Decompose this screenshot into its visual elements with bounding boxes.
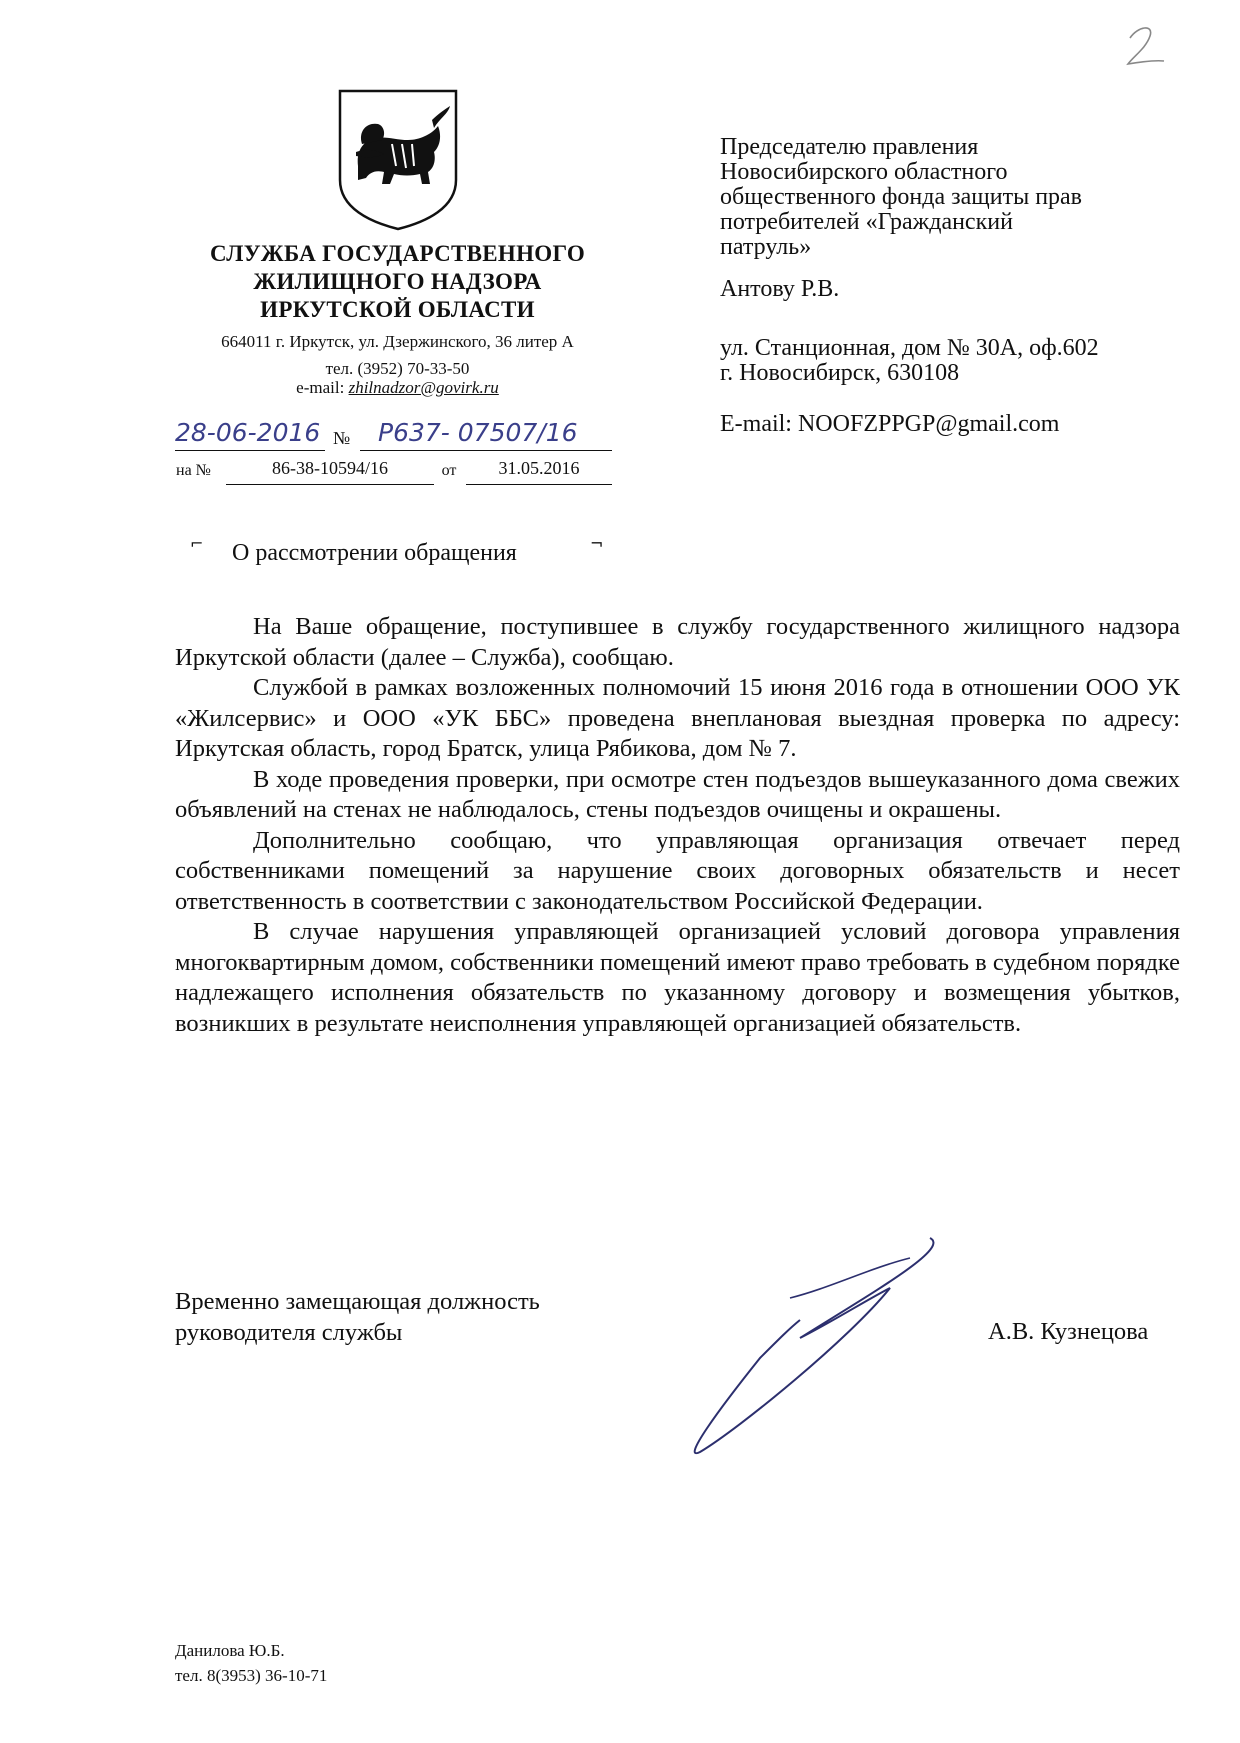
sender-name-line: ИРКУТСКОЙ ОБЛАСТИ: [260, 297, 535, 322]
recipient-name: Антову Р.В.: [720, 276, 840, 302]
sender-email-row: [170, 378, 625, 398]
recipient-position: [720, 135, 1190, 260]
coat-of-arms-icon: [336, 88, 460, 232]
outgoing-number-label: №: [333, 428, 351, 448]
body-paragraph: Дополнительно сообщаю, что управляющая организация отвечает перед собственниками помещений за нарушение своих договорных обязательств и несет ответственность в соответствии с законодательством Российской Федерации.: [175, 826, 1180, 915]
executor-info: [175, 1638, 327, 1688]
signatory-title-line: Временно замещающая должность: [175, 1288, 540, 1315]
signatory-name: А.В. Кузнецова: [988, 1318, 1149, 1345]
sender-name-line: ЖИЛИЩНОГО НАДЗОРА: [253, 269, 542, 294]
letter-body: [175, 612, 1180, 1039]
sender-name-line: СЛУЖБА ГОСУДАРСТВЕННОГО: [209, 241, 586, 266]
recipient-address-line: ул. Станционная, дом № 30А, оф.602: [720, 335, 1099, 361]
reference-number-label: на №: [176, 462, 211, 479]
body-paragraph: Службой в рамках возложенных полномочий 15 июня 2016 года в отношении ООО УК «Жилсервис» и ООО «УК ББС» проведена внеплановая выездная проверка по адресу: Иркутская область, город Братск, улица Рябикова, дом № 7.: [175, 674, 1180, 762]
subject-bracket-left: ⌐: [190, 534, 204, 553]
sender-phone: тел. (3952) 70-33-50: [325, 359, 470, 378]
outgoing-number-handwritten: Р637- 07507/16: [378, 418, 578, 447]
sender-organization-name: [170, 240, 625, 324]
body-paragraph: В ходе проведения проверки, при осмотре стен подъездов вышеуказанного дома свежих объявлений на стенах не наблюдалось, стены подъездов очищены и окрашены.: [175, 765, 1180, 823]
executor-name: Данилова Ю.Б.: [175, 1641, 285, 1660]
body-paragraph: На Ваше обращение, поступившее в службу государственного жилищного надзора Иркутской области (далее – Служба), сообщаю.: [175, 613, 1180, 671]
body-paragraph: В случае нарушения управляющей организацией условий договора управления многоквартирным домом, собственники помещений имеют право требовать в судебном порядке надлежащего исполнения обязательств по указанному договору и возмещения убытков, возникших в результате неисполнения управляющей организацией обязательств.: [175, 918, 1180, 1037]
recipient-address-line: г. Новосибирск, 630108: [720, 360, 960, 386]
executor-phone: тел. 8(3953) 36-10-71: [175, 1666, 328, 1685]
reference-number: 86-38-10594/16: [226, 458, 434, 485]
handwritten-signature: [680, 1228, 960, 1458]
recipient-position-line: общественного фонда защиты прав: [720, 184, 1083, 210]
sender-email-link[interactable]: zhilnadzor@govirk.ru: [348, 378, 499, 397]
recipient-address: [720, 336, 1099, 386]
outgoing-date-field: [175, 418, 325, 451]
outgoing-date-handwritten: 28-06-2016: [175, 418, 321, 447]
outgoing-number-field: [360, 418, 612, 451]
subject-bracket-right: ¬: [590, 534, 604, 553]
reference-from-label: от: [441, 462, 457, 479]
recipient-position-line: потребителей «Гражданский: [720, 209, 1013, 235]
recipient-position-line: Председателю правления: [720, 134, 979, 160]
signatory-title: [175, 1286, 540, 1348]
letter-subject: О рассмотрении обращения: [232, 540, 517, 566]
recipient-position-line: патруль»: [720, 234, 812, 260]
recipient-email: E-mail: NOOFZPPGP@gmail.com: [720, 411, 1060, 437]
recipient-position-line: Новосибирского областного: [720, 159, 1008, 185]
sender-address: 664011 г. Иркутск, ул. Дзержинского, 36 литер А: [221, 332, 574, 351]
reference-date: 31.05.2016: [466, 458, 612, 485]
handwritten-page-number: [1120, 20, 1170, 70]
sender-email-label: e-mail:: [296, 378, 345, 397]
signatory-title-line: руководителя службы: [175, 1319, 403, 1346]
